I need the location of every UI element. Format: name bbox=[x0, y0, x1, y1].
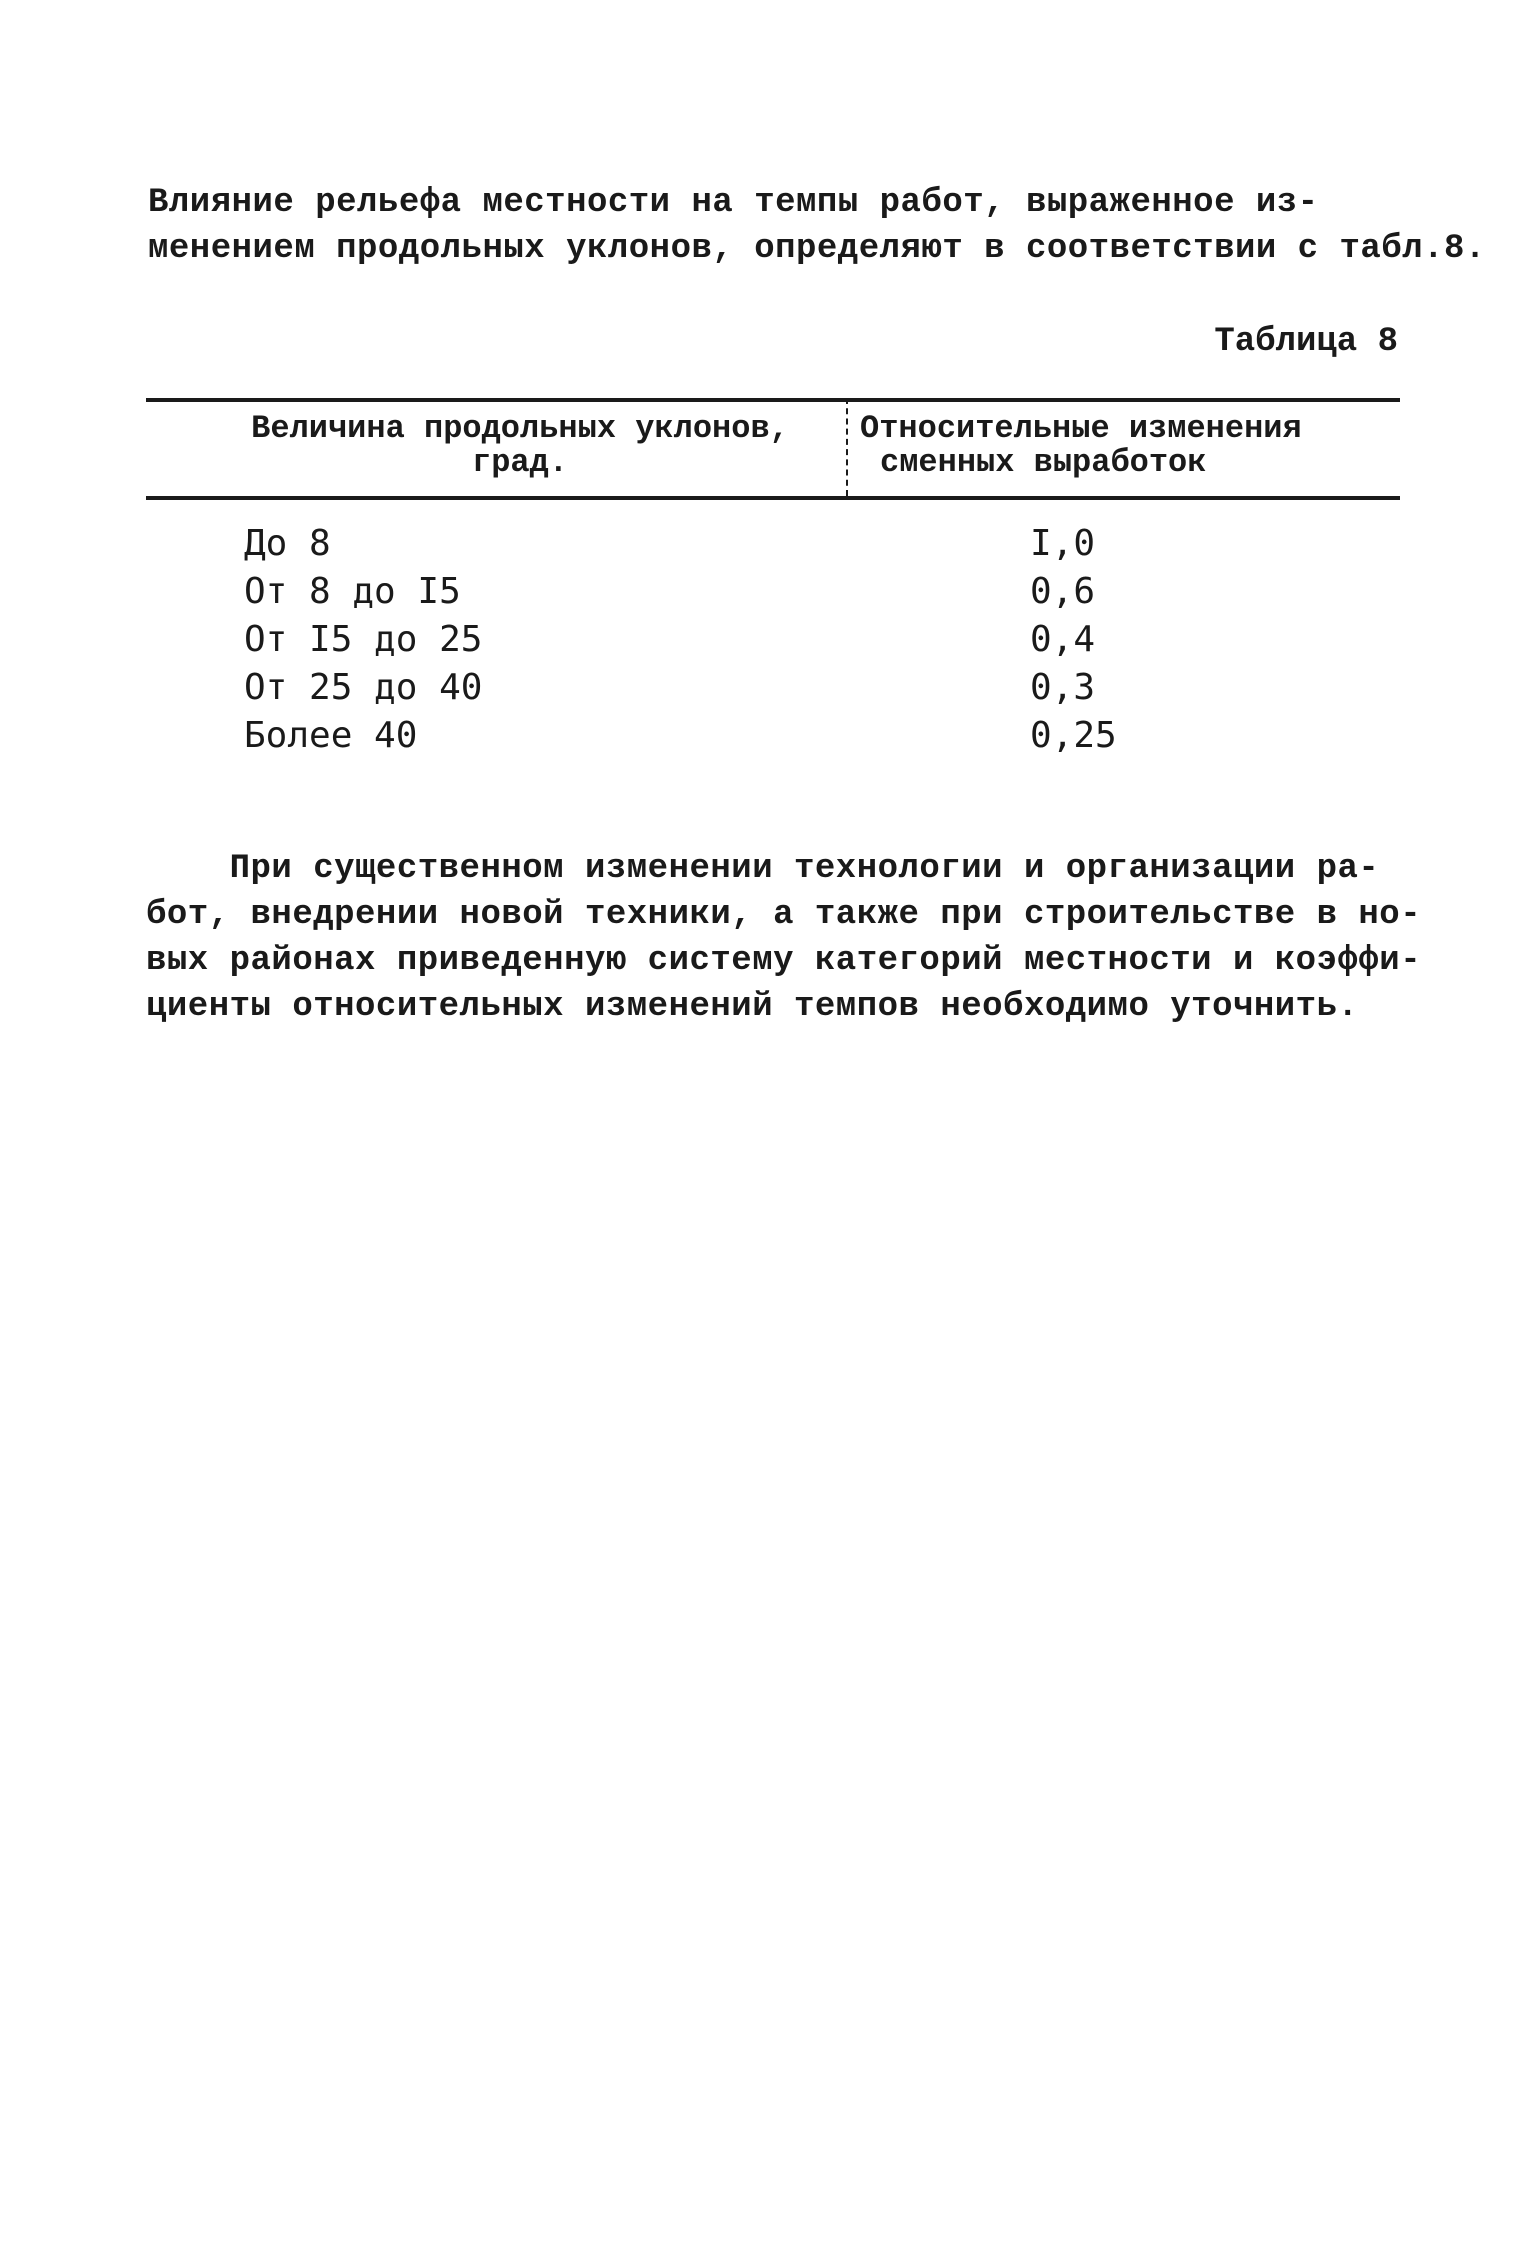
table-row bbox=[0, 568, 1536, 616]
closing-line: бот, внедрении новой техники, а также при строительстве в но- bbox=[146, 896, 1422, 934]
table-header-divider bbox=[846, 398, 848, 496]
slope-range-cell: Более 40 bbox=[244, 715, 418, 756]
table-row bbox=[0, 712, 1536, 760]
table-caption: Таблица 8 bbox=[1214, 323, 1398, 361]
table-top-rule bbox=[146, 398, 1400, 402]
slope-range-cell: От 8 до I5 bbox=[244, 571, 461, 612]
closing-line: При существенном изменении технологии и организации ра- bbox=[146, 850, 1380, 888]
slope-range-cell: От I5 до 25 bbox=[244, 619, 483, 660]
table-body bbox=[0, 520, 1536, 760]
closing-line: циенты относительных изменений темпов необходимо уточнить. bbox=[146, 988, 1359, 1026]
coefficient-cell: I,0 bbox=[1030, 523, 1096, 564]
intro-line: менением продольных уклонов, определяют в соответствии с табл.8. bbox=[148, 230, 1486, 268]
table-row bbox=[0, 664, 1536, 712]
table-header-output-change bbox=[860, 412, 1380, 480]
table-row bbox=[0, 616, 1536, 664]
header-line: Относительные изменения bbox=[860, 410, 1302, 447]
coefficient-cell: 0,6 bbox=[1030, 571, 1096, 612]
table-row bbox=[0, 520, 1536, 568]
closing-paragraph bbox=[146, 846, 1422, 1030]
header-line: сменных выработок bbox=[880, 444, 1207, 481]
coefficient-cell: 0,3 bbox=[1030, 667, 1096, 708]
closing-line: вых районах приведенную систему категорий местности и коэффи- bbox=[146, 942, 1422, 980]
header-line: Величина продольных уклонов, bbox=[251, 410, 789, 447]
slope-range-cell: До 8 bbox=[244, 523, 331, 564]
header-line: град. bbox=[471, 444, 568, 481]
intro-line: Влияние рельефа местности на темпы работ, выраженное из- bbox=[148, 184, 1319, 222]
coefficient-cell: 0,25 bbox=[1030, 715, 1117, 756]
intro-paragraph bbox=[148, 180, 1486, 272]
slope-range-cell: От 25 до 40 bbox=[244, 667, 483, 708]
table-header-rule bbox=[146, 496, 1400, 500]
coefficient-cell: 0,4 bbox=[1030, 619, 1096, 660]
table-header-slope bbox=[200, 412, 840, 480]
